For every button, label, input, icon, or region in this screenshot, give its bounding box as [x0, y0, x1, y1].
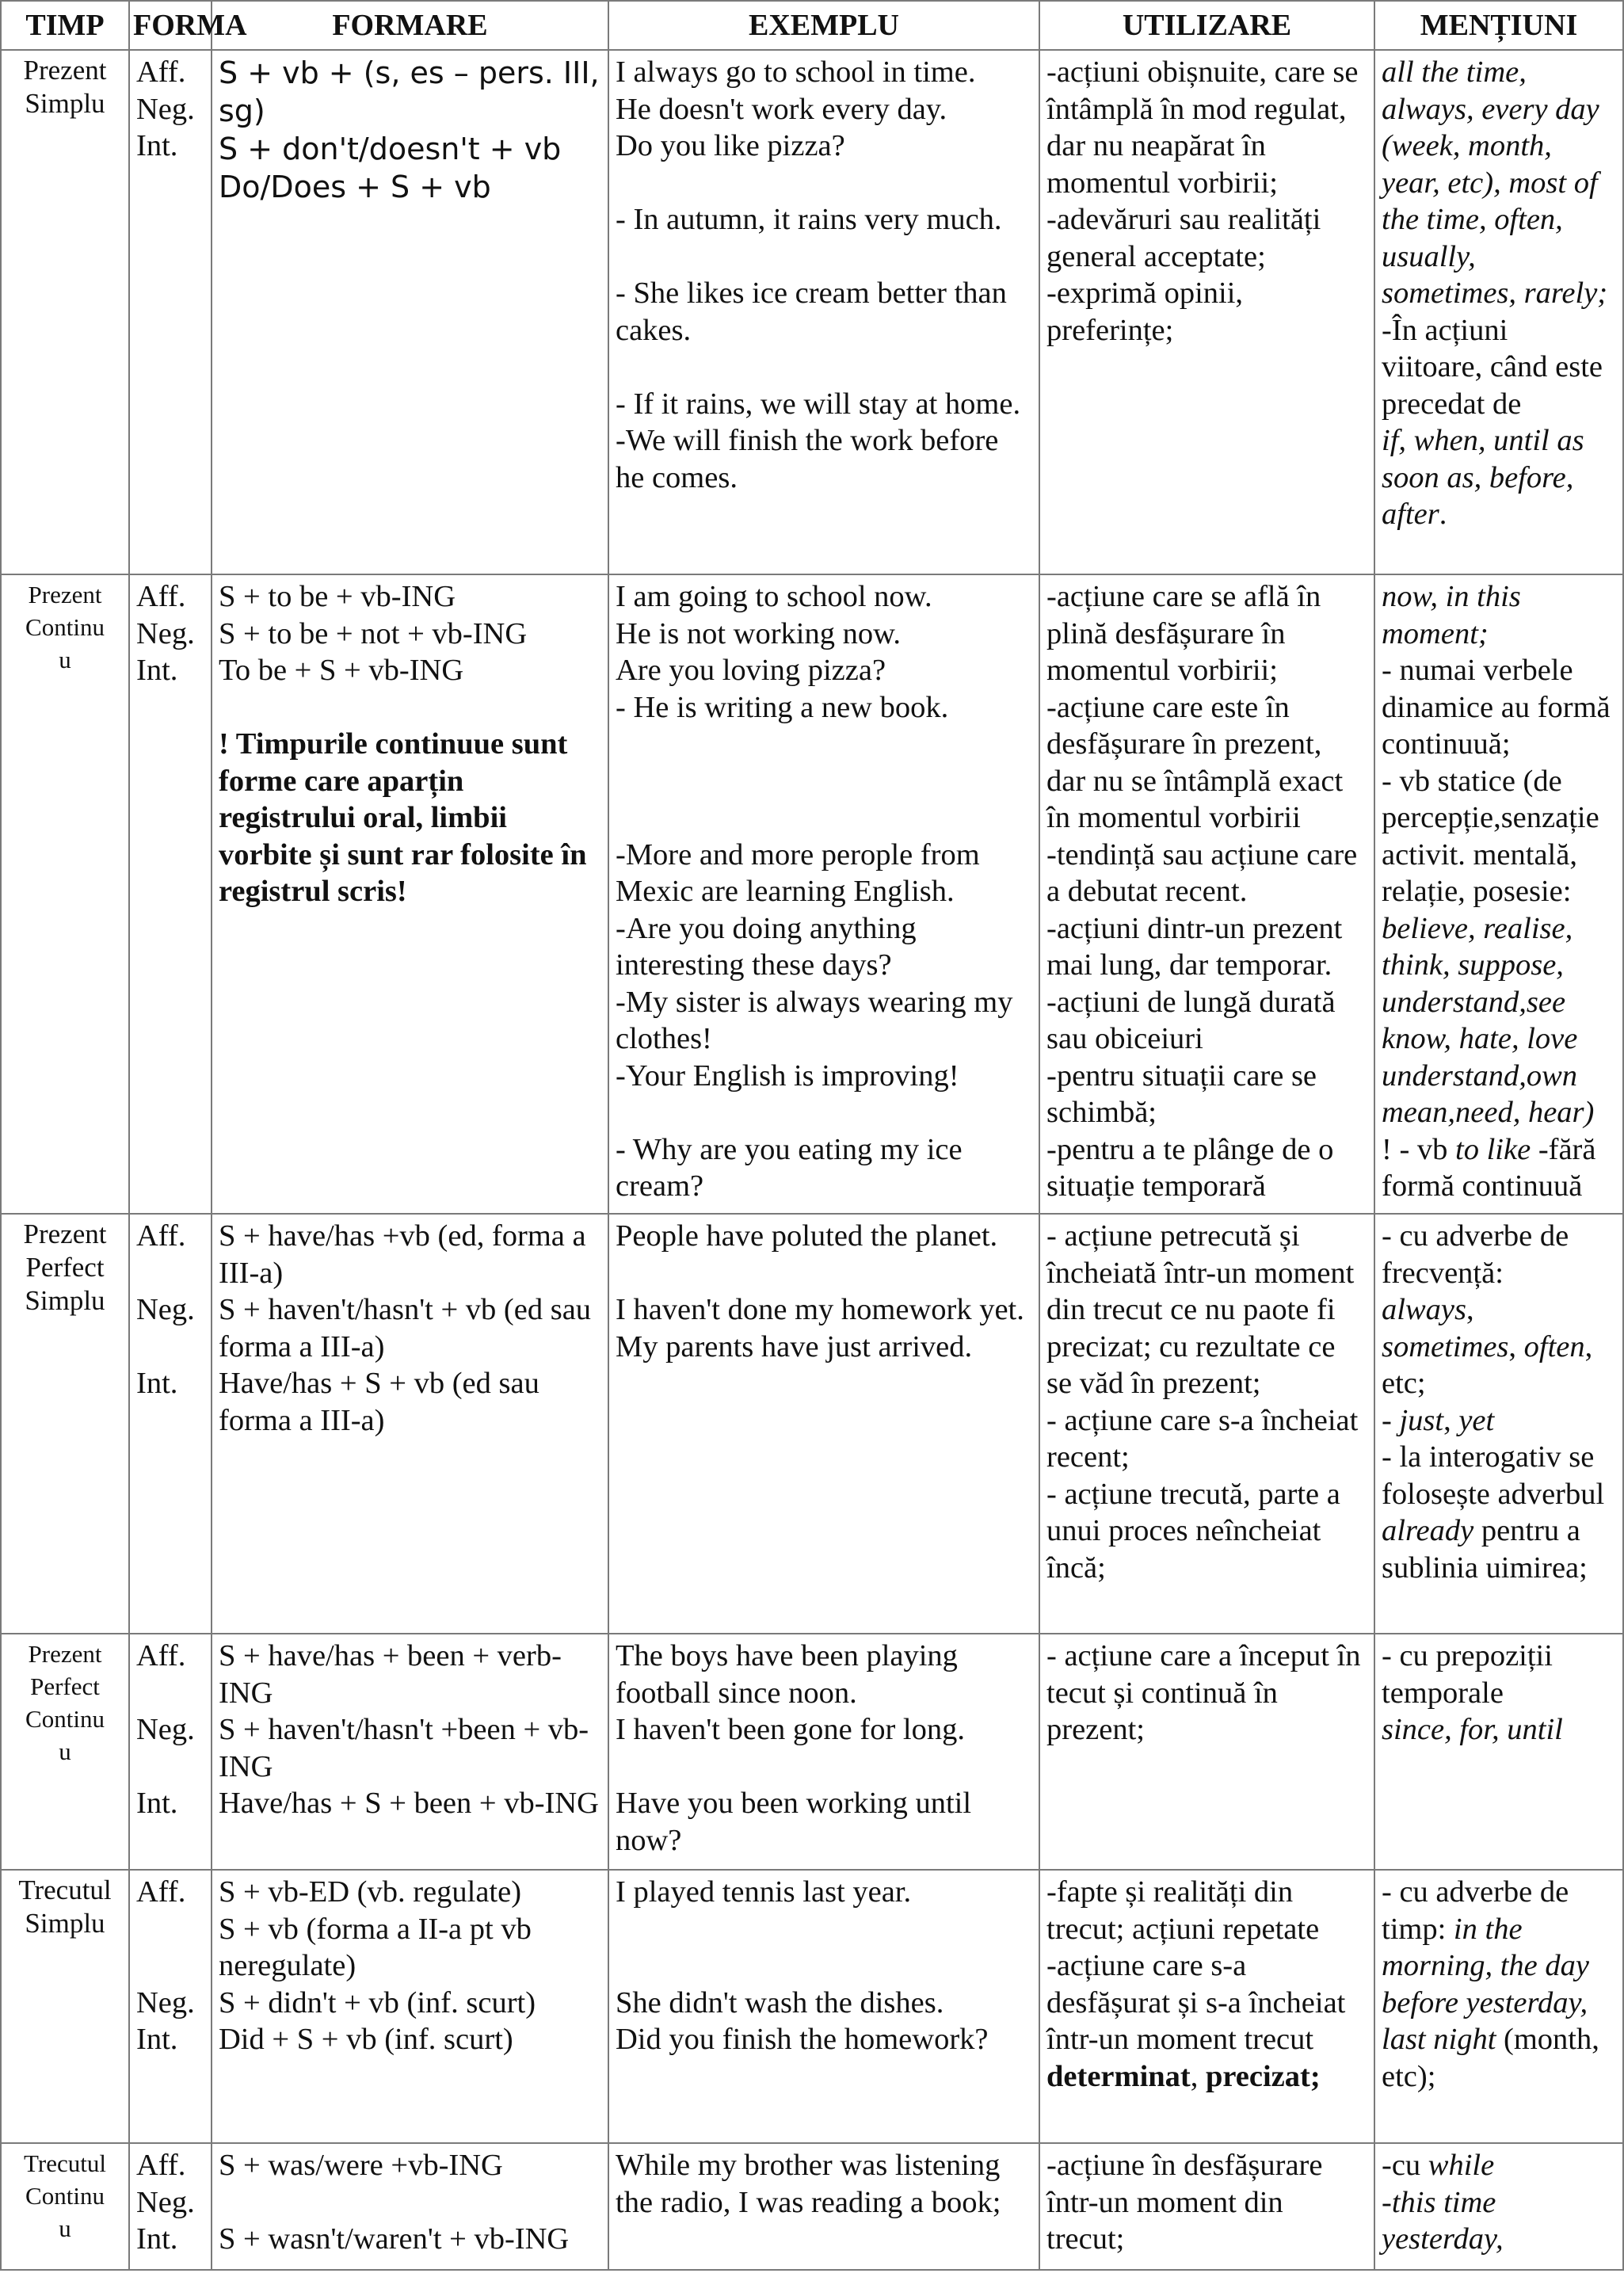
- usage-cell: [1039, 50, 1374, 574]
- example-line: - Why are you eating my ice cream?: [616, 1132, 963, 1203]
- forms-cell: [129, 1870, 212, 2143]
- formation-cell: [212, 1634, 608, 1870]
- example-cell: [608, 1634, 1039, 1870]
- formation-int: Have/has + S + vb (ed sau forma a III-a): [219, 1367, 539, 1437]
- forms-cell: [129, 1214, 212, 1634]
- notes-line: already: [1382, 1514, 1474, 1547]
- notes-line: -this time yesterday,: [1382, 2185, 1504, 2256]
- header-utilizare: UTILIZARE: [1039, 1, 1374, 50]
- table-row-prezent-perfect-continuu: [1, 1634, 1623, 1870]
- notes-line: -cu: [1382, 2149, 1421, 2182]
- notes-line: etc;: [1382, 1367, 1426, 1400]
- usage-line: -fapte și realități din trecut; acțiuni repetate: [1046, 1875, 1320, 1946]
- usage-line: -acțiuni obișnuite, care se întâmplă în mod regulat, dar nu neapărat în momentul vorbirii;: [1046, 55, 1359, 200]
- usage-cell: [1039, 574, 1374, 1214]
- tense-name-line: Prezent: [28, 581, 102, 608]
- example-line: I haven't done my homework yet.: [616, 1293, 1024, 1326]
- formation-neg: S + don't/doesn't + vb: [219, 132, 562, 166]
- notes-line: believe, realise, think, suppose, understand,see know, hate, love understand,own mean,need, hear): [1382, 911, 1595, 1129]
- example-line: I always go to school in time.: [616, 55, 976, 89]
- form-neg: Neg.: [136, 1985, 195, 2019]
- tense-name: [1, 574, 129, 1214]
- example-cell: [608, 1214, 1039, 1634]
- header-formare: FORMARE: [212, 1, 608, 50]
- example-line: I am going to school now.: [616, 580, 932, 613]
- formation-neg: S + wasn't/waren't + vb-ING: [219, 2222, 570, 2256]
- formation-int: To be + S + vb-ING: [219, 654, 464, 687]
- tense-name-line: Simplu: [25, 88, 105, 119]
- formation-aff: S + vb + (s, es – pers. III, sg): [219, 55, 600, 128]
- tense-name-line: Simplu: [25, 1908, 105, 1939]
- formation-cell: [212, 2143, 608, 2270]
- formation-aff: S + have/has + been + verb-ING: [219, 1639, 562, 1710]
- form-int: Int.: [136, 1367, 178, 1400]
- header-row: [1, 1, 1623, 50]
- example-cell: [608, 50, 1039, 574]
- notes-line: - numai verbele dinamice au formă continuuă;: [1382, 654, 1611, 761]
- notes-cell: [1374, 574, 1623, 1214]
- formation-neg: S + haven't/hasn't + vb (ed sau forma a III-a): [219, 1293, 592, 1363]
- notes-line: - cu adverbe de timp:: [1382, 1875, 1569, 1946]
- formation-neg: S + to be + not + vb-ING: [219, 616, 528, 650]
- notes-cell: [1374, 1634, 1623, 1870]
- notes-line: always: [1382, 1293, 1466, 1326]
- example-line: My parents have just arrived.: [616, 1329, 973, 1363]
- example-line: -We will finish the work before he comes.: [616, 424, 999, 494]
- formation-int: Did + S + vb (inf. scurt): [219, 2023, 513, 2056]
- tense-name-line: u: [59, 2214, 71, 2242]
- notes-line: pentru a sublinia uimirea;: [1382, 1514, 1588, 1585]
- example-line: The boys have been playing football since noon.: [616, 1639, 958, 1710]
- continuous-note: ! Timpurile continuue sunt forme care aparțin registrului oral, limbii vorbite și sunt rar folosite în registrul scris!: [219, 727, 587, 908]
- formation-cell: [212, 574, 608, 1214]
- usage-line: -pentru a te plânge de o situație temporară: [1046, 1132, 1334, 1203]
- notes-line: - la interogativ se folosește adverbul: [1382, 1440, 1605, 1511]
- example-line: - If it rains, we will stay at home.: [616, 387, 1021, 421]
- form-int: Int.: [136, 654, 178, 687]
- example-cell: [608, 574, 1039, 1214]
- tense-name-line: Continu: [25, 1705, 105, 1733]
- example-line: While my brother was listening the radio, I was reading a book;: [616, 2149, 1001, 2219]
- forms-cell: [129, 574, 212, 1214]
- form-neg: Neg.: [136, 92, 195, 126]
- usage-line: determinat: [1046, 2059, 1191, 2093]
- notes-line: all the time, always, every day (week, month, year, etc), most of the time, often, usually, sometimes, rarely;: [1382, 55, 1608, 310]
- usage-line: - acțiune care a început în tecut și continuă în prezent;: [1046, 1639, 1361, 1746]
- usage-line: - acțiune care s-a încheiat recent;: [1046, 1403, 1359, 1474]
- form-aff: Aff.: [136, 580, 186, 613]
- notes-cell: [1374, 50, 1623, 574]
- table-row-trecutul-continuu: [1, 2143, 1623, 2270]
- example-line: He doesn't work every day.: [616, 92, 947, 126]
- example-line: He is not working now.: [616, 616, 902, 650]
- table-row-trecutul-simplu: [1, 1870, 1623, 2143]
- tense-name-line: u: [59, 1737, 71, 1765]
- form-neg: Neg.: [136, 1713, 195, 1746]
- form-neg: Neg.: [136, 2185, 195, 2219]
- form-neg: Neg.: [136, 616, 195, 650]
- example-line: Are you loving pizza?: [616, 654, 886, 687]
- form-aff: Aff.: [136, 55, 186, 89]
- notes-line: in the morning, the day before yesterday, last night: [1382, 1912, 1589, 2056]
- form-aff: Aff.: [136, 1639, 186, 1672]
- example-line: - She likes ice cream better than cakes.: [616, 277, 1007, 347]
- notes-line: -: [1382, 1403, 1400, 1437]
- tense-name-line: Perfect: [30, 1672, 100, 1700]
- header-exemplu: EXEMPLU: [608, 1, 1039, 50]
- example-line: Have you been working until now?: [616, 1787, 972, 1857]
- notes-cell: [1374, 2143, 1623, 2270]
- notes-line: ! - vb: [1382, 1132, 1448, 1166]
- usage-line: -acțiune care este în desfășurare în prezent, dar nu se întâmplă exact în momentul vorbirii: [1046, 690, 1344, 834]
- usage-line: -acțiuni de lungă durată sau obiceiuri: [1046, 985, 1336, 1055]
- formation-cell: [212, 1870, 608, 2143]
- form-aff: Aff.: [136, 1219, 186, 1253]
- form-int: Int.: [136, 2222, 178, 2256]
- tense-name: [1, 1634, 129, 1870]
- form-aff: Aff.: [136, 1875, 186, 1909]
- example-line: - He is writing a new book.: [616, 690, 949, 724]
- forms-cell: [129, 1634, 212, 1870]
- notes-line: - cu adverbe de frecvență:: [1382, 1219, 1569, 1290]
- notes-cell: - cu adverbe de frecvență: always, sometimes, often, etc; - just, yet - la interogativ se folosește adverbul already pentru a sublinia uimirea;: [1374, 1214, 1623, 1634]
- notes-line: (month, etc);: [1382, 2023, 1599, 2093]
- table-row-prezent-continuu: [1, 574, 1623, 1214]
- example-line: I played tennis last year.: [616, 1875, 912, 1909]
- tense-name-line: Prezent: [23, 55, 107, 86]
- form-int: Int.: [136, 2023, 178, 2056]
- example-line: People have poluted the planet.: [616, 1219, 998, 1253]
- formation-aff: S + was/were +vb-ING: [219, 2149, 503, 2182]
- usage-line: -acțiune care s-a desfășurat și s-a încheiat într-un moment trecut: [1046, 1949, 1346, 2056]
- usage-line: - acțiune trecută, parte a unui proces neîncheiat încă;: [1046, 1477, 1340, 1585]
- table-row-prezent-simplu: [1, 50, 1623, 574]
- notes-cell: [1374, 1870, 1623, 2143]
- example-line: - In autumn, it rains very much.: [616, 203, 1002, 236]
- formation-int: Have/has + S + been + vb-ING: [219, 1787, 599, 1820]
- form-aff: Aff.: [136, 2149, 186, 2182]
- table-row-prezent-perfect-simplu: [1, 1214, 1623, 1634]
- forms-cell: [129, 50, 212, 574]
- notes-line: sometimes: [1382, 1329, 1509, 1363]
- usage-line: - acțiune petrecută și încheiată într-un moment din trecut ce nu paote fi precizat; cu rezultate ce se văd în prezent;: [1046, 1219, 1355, 1400]
- usage-line: -pentru situații care se schimbă;: [1046, 1058, 1317, 1129]
- example-line: -More and more perople from Mexic are learning English.: [616, 837, 980, 908]
- example-line: Did you finish the homework?: [616, 2023, 989, 2056]
- tense-name-line: Prezent: [23, 1219, 107, 1249]
- usage-line: -acțiuni dintr-un prezent mai lung, dar temporar.: [1046, 911, 1343, 982]
- example-line: -My sister is always wearing my clothes!: [616, 985, 1013, 1055]
- example-line: -Your English is improving!: [616, 1058, 959, 1093]
- notes-line: often: [1523, 1329, 1585, 1363]
- formation-aff: S + have/has +vb (ed, forma a III-a): [219, 1219, 586, 1290]
- notes-line: since, for, until: [1382, 1713, 1563, 1746]
- tense-name-line: Prezent: [28, 1640, 102, 1668]
- forms-cell: [129, 2143, 212, 2270]
- tense-name-line: Simplu: [25, 1285, 105, 1316]
- tense-name-line: u: [59, 646, 71, 673]
- formation-int: Do/Does + S + vb: [219, 170, 491, 204]
- tense-name-line: Continu: [25, 613, 105, 641]
- notes-line: to like: [1455, 1132, 1531, 1166]
- usage-line: -acțiune care se află în plină desfășurare în momentul vorbirii;: [1046, 580, 1321, 687]
- notes-line: .: [1439, 498, 1447, 531]
- form-int: Int.: [136, 129, 178, 162]
- example-cell: [608, 1870, 1039, 2143]
- usage-line: -adevăruri sau realități general acceptate;: [1046, 203, 1321, 273]
- example-line: Do you like pizza?: [616, 129, 845, 162]
- example-cell: [608, 2143, 1039, 2270]
- formation-neg: S + didn't + vb (inf. scurt): [219, 1985, 536, 2019]
- notes-line: if, when, until as soon as, before, after: [1382, 424, 1584, 531]
- tense-name: [1, 2143, 129, 2270]
- notes-line: just: [1399, 1403, 1444, 1437]
- formation-aff: S + to be + vb-ING: [219, 580, 456, 613]
- notes-line: now, in this moment;: [1382, 580, 1521, 650]
- header-forma: FORMA: [129, 1, 212, 50]
- notes-line: - vb statice (de percepție,senzație activit. mentală, relație, posesie:: [1382, 764, 1599, 908]
- tense-name-line: Continu: [25, 2182, 105, 2210]
- notes-line: while: [1428, 2149, 1495, 2182]
- notes-line: -fără formă continuuă: [1382, 1132, 1596, 1203]
- usage-cell: [1039, 1634, 1374, 1870]
- tense-name: [1, 50, 129, 574]
- header-mentiuni: MENȚIUNI: [1374, 1, 1623, 50]
- notes-line: - cu prepoziții temporale: [1382, 1639, 1553, 1710]
- tense-name-line: Trecutul: [18, 1875, 112, 1905]
- formation-cell: [212, 1214, 608, 1634]
- example-line: She didn't wash the dishes.: [616, 1985, 944, 2019]
- example-line: I haven't been gone for long.: [616, 1713, 965, 1746]
- usage-cell: [1039, 2143, 1374, 2270]
- formation-aff-irregular: S + vb (forma a II-a pt vb neregulate): [219, 1912, 532, 1982]
- tense-name-line: Trecutul: [24, 2149, 106, 2177]
- form-int: Int.: [136, 1787, 178, 1820]
- formation-aff: S + vb-ED (vb. regulate): [219, 1875, 522, 1909]
- formation-cell: [212, 50, 608, 574]
- usage-line: -tendință sau acțiune care a debutat recent.: [1046, 837, 1358, 908]
- usage-line: precizat;: [1206, 2059, 1321, 2093]
- tense-name-line: Perfect: [25, 1252, 105, 1283]
- usage-line: -acțiune în desfășurare într-un moment din trecut;: [1046, 2149, 1323, 2256]
- tense-name: [1, 1870, 129, 2143]
- example-line: -Are you doing anything interesting these days?: [616, 911, 917, 982]
- tense-name: [1, 1214, 129, 1634]
- header-timp: TIMP: [1, 1, 129, 50]
- form-neg: Neg.: [136, 1293, 195, 1326]
- usage-cell: -fapte și realități din trecut; acțiuni repetate -acțiune care s-a desfășurat și s-a încheiat într-un moment trecut determinat, precizat;: [1039, 1870, 1374, 2143]
- notes-line: yet: [1458, 1403, 1495, 1437]
- notes-line: -În acțiuni viitoare, când este precedat de: [1382, 313, 1603, 421]
- usage-cell: [1039, 1214, 1374, 1634]
- usage-line: -exprimă opinii, preferințe;: [1046, 277, 1244, 347]
- formation-neg: S + haven't/hasn't +been + vb-ING: [219, 1713, 589, 1783]
